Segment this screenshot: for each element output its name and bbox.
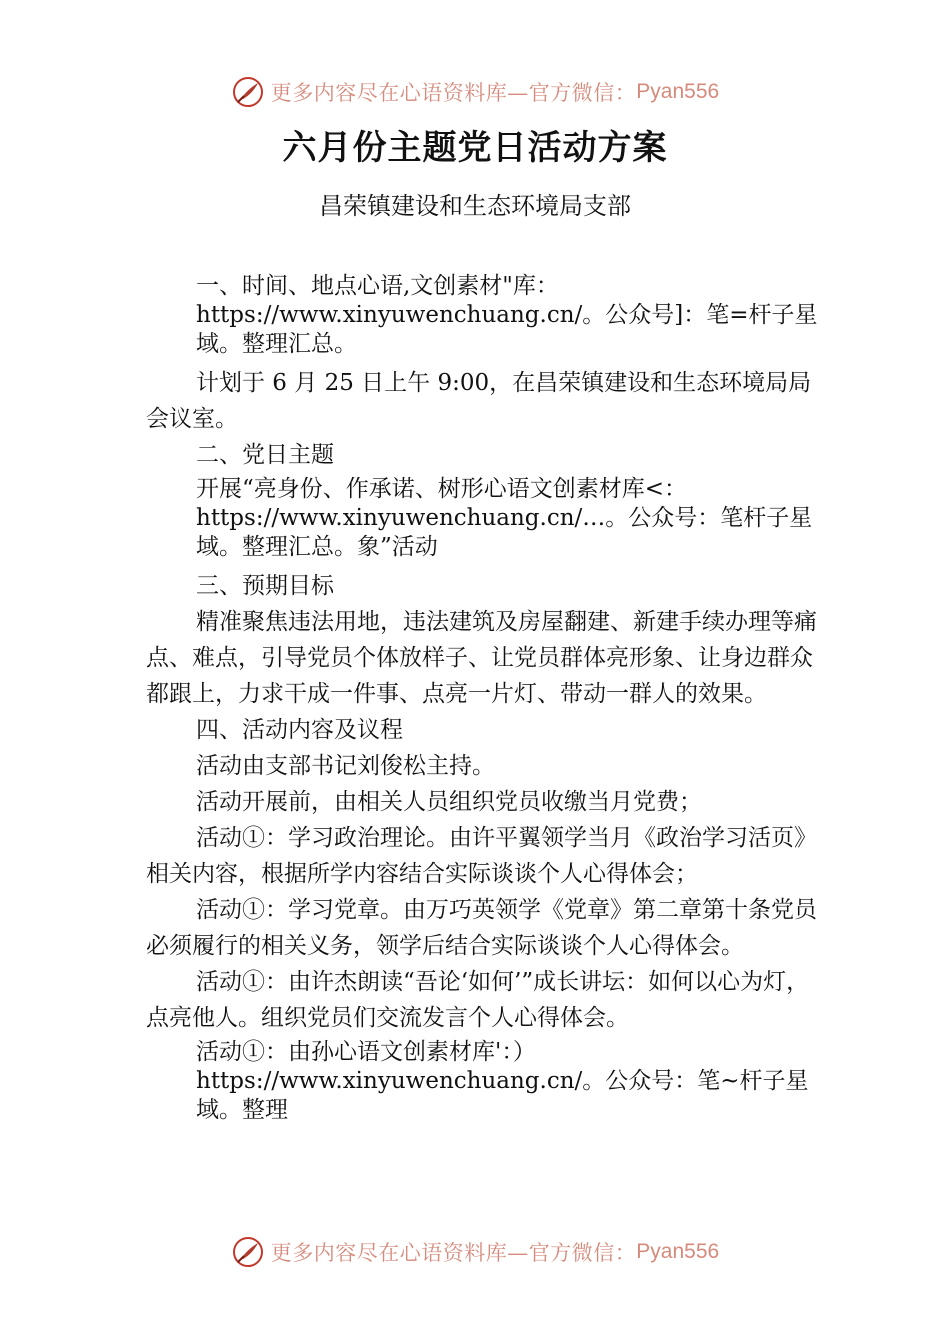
paragraph-time-location: 一、时间、地点心语,文创素材"库：https://www.xinyuwenchuang.cn/。公众号]：笔=杆子星域。整理汇总。 (196, 273, 818, 357)
paragraph-activity-charter: 活动①：学习党章。由万巧英领学《党章》第二章第十条党员必须履行的相关义务，领学后结合实际谈谈个人心得体会。 (146, 897, 817, 959)
banner-text: 更多内容尽在心语资料库—官方微信： (270, 81, 637, 105)
section-heading-goals: 三、预期目标 (196, 573, 334, 599)
paragraph-activity-reading: 活动①：由许杰朗读“吾论‘如何’”成长讲坛：如何以心为灯，点亮他人。组织党员们交流发言个人心得体会。 (146, 969, 810, 1031)
banner-wechat-id: Pyan556 (636, 1240, 720, 1263)
document-subtitle: 昌荣镇建设和生态环境局支部 (319, 192, 631, 220)
quill-logo-icon (231, 75, 265, 109)
quill-logo-icon (231, 1235, 265, 1269)
paragraph-dues: 活动开展前，由相关人员组织党员收缴当月党费； (196, 789, 702, 815)
banner-wechat-id: Pyan556 (636, 80, 720, 103)
section-heading-agenda: 四、活动内容及议程 (196, 717, 403, 743)
paragraph-activity-last: 活动①：由孙心语文创素材库'：）https://www.xinyuwenchuang.cn/。公众号：笔~杆子星域。整理 (196, 1039, 809, 1123)
banner-text: 更多内容尽在心语资料库—官方微信： (270, 1241, 637, 1265)
footer-watermark-banner (0, 1232, 950, 1272)
paragraph-theme: 开展“亮身份、作承诺、树形心语文创素材库<：https://www.xinyuwenchuang.cn/…。公众号：笔杆子星域。整理汇总。象”活动 (196, 476, 813, 560)
paragraph-host: 活动由支部书记刘俊松主持。 (196, 753, 495, 779)
document-title: 六月份主题党日活动方案 (282, 128, 668, 168)
paragraph-schedule: 计划于 6 月 25 日上午 9:00，在昌荣镇建设和生态环境局局会议室。 (146, 370, 812, 432)
paragraph-goals: 精准聚焦违法用地，违法建筑及房屋翻建、新建手续办理等痛点、难点，引导党员个体放样子、让党员群体亮形象、让身边群众都跟上，力求干成一件事、点亮一片灯、带动一群人的效果。 (146, 609, 817, 707)
section-heading-theme: 二、党日主题 (196, 442, 334, 468)
header-watermark-banner (0, 72, 950, 112)
document-body (146, 270, 826, 1131)
paragraph-activity-theory: 活动①：学习政治理论。由许平翼领学当月《政治学习活页》相关内容，根据所学内容结合实际谈谈个人心得体会； (146, 825, 817, 887)
